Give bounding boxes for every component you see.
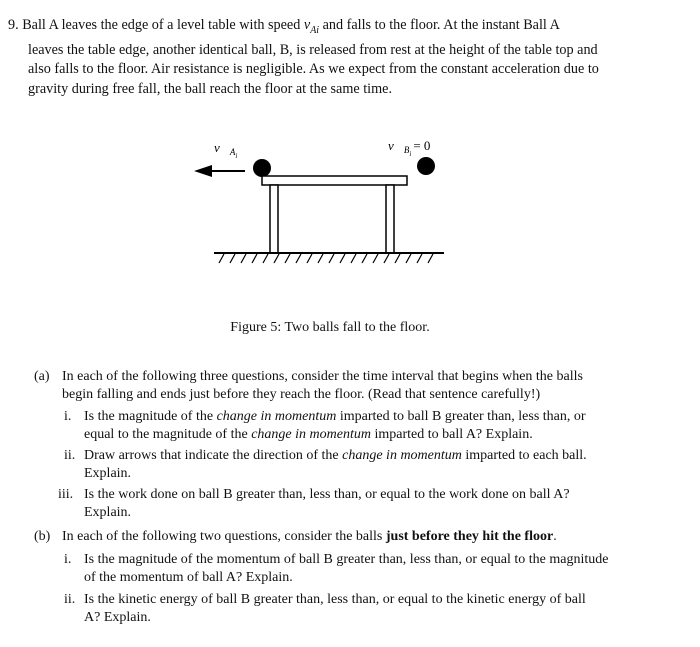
problem-line-2: leaves the table edge, another identical ball, B, is released from rest at the height of the table top and (28, 41, 598, 58)
part-a-marker: (a) (34, 369, 50, 384)
part-b-item-i-line-2: of the momentum of ball A? Explain. (84, 570, 293, 585)
part-b-item-i-line-1: Is the magnitude of the momentum of ball B greater than, less than, or equal to the magnitude (84, 552, 609, 567)
problem-line-4: gravity during free fall, the ball reach the floor at the same time. (28, 81, 392, 98)
part-b-marker: (b) (34, 529, 51, 544)
part-a-item-ii-marker: ii. (64, 448, 76, 463)
part-a-item-i (64, 408, 666, 444)
part-b-item-ii (64, 591, 666, 627)
part-a-item-iii-marker: iii. (58, 487, 74, 502)
speed-symbol: $v_{Ai}$ (303, 17, 320, 36)
floor-hatching (219, 254, 433, 263)
figure-caption: Figure 5: Two balls fall to the floor. (230, 320, 430, 335)
part-b-item-i (64, 551, 666, 587)
part-a (34, 368, 666, 404)
problem-number: 9. (8, 17, 19, 33)
part-a-item-iii-line-2: Explain. (84, 505, 132, 520)
part-b-item-ii-line-2: A? Explain. (84, 610, 151, 625)
problem-line-3: also falls to the floor. Air resistance is negligible. As we expect from the constant acceleration due to (28, 61, 599, 78)
part-b-item-ii-marker: ii. (64, 592, 76, 607)
velocity-b-label: $v⃗_{Bi}= 0$ (388, 138, 431, 158)
table-top (262, 176, 407, 185)
part-a-line-2: begin falling and ends just before they reach the floor. (Read that sentence carefully!) (62, 387, 541, 402)
part-a-item-iii (58, 486, 666, 522)
ball-a (253, 159, 271, 177)
velocity-a-label: $v⃗_{Ai}$ (214, 140, 238, 160)
part-b-line-1: In each of the following two questions, consider the balls just before they hit the floor. (62, 529, 557, 544)
ball-b (417, 157, 435, 175)
part-a-item-i-marker: i. (64, 409, 72, 424)
part-a-item-ii-line-1: Draw arrows that indicate the direction of the change in momentum imparted to each ball. (84, 448, 587, 463)
part-a-item-iii-line-1: Is the work done on ball B greater than, less than, or equal to the work done on ball A? (84, 487, 570, 502)
table-leg-left (270, 185, 278, 253)
two-balls-figure (190, 130, 450, 280)
part-a-line-1: In each of the following three questions, consider the time interval that begins when the balls (62, 369, 583, 384)
table-leg-right (386, 185, 394, 253)
part-b-item-i-marker: i. (64, 552, 72, 567)
part-a-item-i-line-2: equal to the magnitude of the change in momentum imparted to ball A? Explain. (84, 427, 533, 442)
arrow-head-icon (194, 165, 212, 177)
part-a-item-ii (64, 447, 666, 483)
part-b (34, 528, 666, 546)
part-a-item-i-line-1: Is the magnitude of the change in momentum imparted to ball B greater than, less than, or (84, 409, 586, 424)
problem-statement (8, 16, 668, 100)
problem-line-1: 9. Ball A leaves the edge of a level table with speed $v_{Ai}$ and falls to the floor. At the instant Ball A (8, 17, 560, 36)
part-a-item-ii-line-2: Explain. (84, 466, 132, 481)
part-b-item-ii-line-1: Is the kinetic energy of ball B greater than, less than, or equal to the kinetic energy of ball (84, 592, 586, 607)
